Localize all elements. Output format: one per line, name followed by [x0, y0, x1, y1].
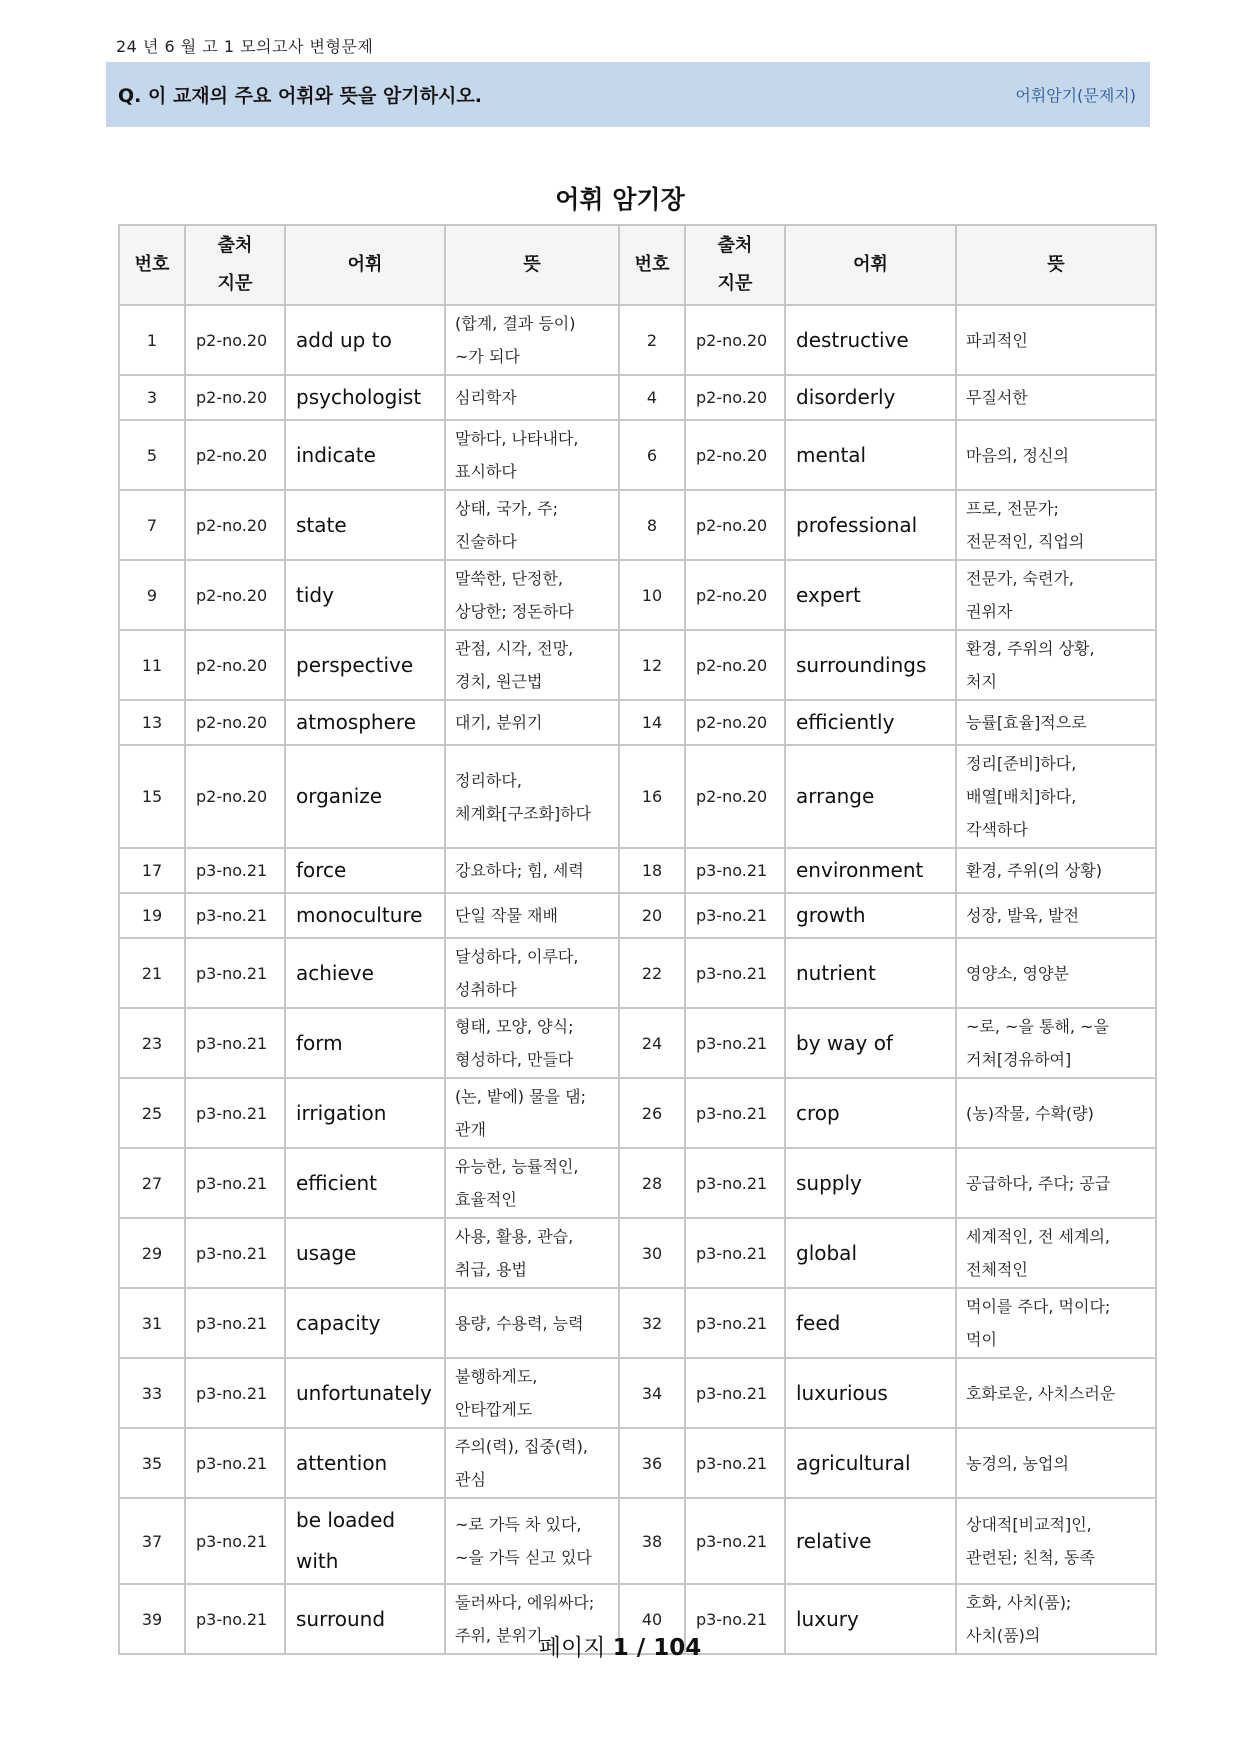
entry-word: add up to [285, 305, 445, 375]
entry-source: p3-no.21 [185, 1008, 285, 1078]
entry-word: global [785, 1218, 956, 1288]
entry-source: p3-no.21 [185, 1218, 285, 1288]
entry-meaning: 농경의, 농업의 [956, 1428, 1156, 1498]
table-row [119, 1358, 1156, 1428]
table-row [119, 1008, 1156, 1078]
question-text: Q. 이 교재의 주요 어휘와 뜻을 암기하시오. [118, 85, 482, 107]
col-meaning-right: 뜻 [956, 225, 1156, 305]
entry-meaning: 먹이를 주다, 먹이다; 먹이 [956, 1288, 1156, 1358]
entry-meaning: 사용, 활용, 관습, 취급, 용법 [445, 1218, 619, 1288]
col-meaning-left: 뜻 [445, 225, 619, 305]
entry-source: p3-no.21 [685, 1218, 785, 1288]
entry-number: 28 [619, 1148, 685, 1218]
table-row [119, 560, 1156, 630]
entry-word: growth [785, 893, 956, 938]
entry-number: 18 [619, 848, 685, 893]
entry-number: 38 [619, 1498, 685, 1584]
entry-meaning: 단일 작물 재배 [445, 893, 619, 938]
entry-meaning: 용량, 수용력, 능력 [445, 1288, 619, 1358]
entry-meaning: (논, 밭에) 물을 댐; 관개 [445, 1078, 619, 1148]
entry-source: p3-no.21 [685, 848, 785, 893]
page-separator: / [628, 1635, 654, 1661]
entry-source: p3-no.21 [185, 893, 285, 938]
entry-word: indicate [285, 420, 445, 490]
vocab-table-header [119, 225, 1156, 305]
entry-word: attention [285, 1428, 445, 1498]
entry-source: p3-no.21 [185, 1428, 285, 1498]
entry-number: 13 [119, 700, 185, 745]
entry-word: arrange [785, 745, 956, 848]
entry-source: p3-no.21 [685, 1288, 785, 1358]
entry-number: 19 [119, 893, 185, 938]
table-row [119, 630, 1156, 700]
col-source-line1: 출처 [217, 235, 253, 256]
table-row [119, 848, 1156, 893]
entry-number: 22 [619, 938, 685, 1008]
entry-number: 26 [619, 1078, 685, 1148]
entry-word: supply [785, 1148, 956, 1218]
entry-meaning: 환경, 주위(의 상황) [956, 848, 1156, 893]
entry-meaning: 형태, 모양, 양식; 형성하다, 만들다 [445, 1008, 619, 1078]
entry-meaning: 무질서한 [956, 375, 1156, 420]
col-source-line1: 출처 [717, 235, 753, 256]
entry-source: p2-no.20 [185, 490, 285, 560]
entry-meaning: 심리학자 [445, 375, 619, 420]
entry-source: p2-no.20 [685, 305, 785, 375]
table-row [119, 893, 1156, 938]
entry-source: p3-no.21 [685, 1148, 785, 1218]
entry-word: psychologist [285, 375, 445, 420]
entry-meaning: 마음의, 정신의 [956, 420, 1156, 490]
entry-source: p3-no.21 [185, 1288, 285, 1358]
entry-word: organize [285, 745, 445, 848]
table-row [119, 490, 1156, 560]
entry-source: p2-no.20 [685, 375, 785, 420]
entry-number: 2 [619, 305, 685, 375]
entry-number: 32 [619, 1288, 685, 1358]
entry-number: 21 [119, 938, 185, 1008]
entry-word: perspective [285, 630, 445, 700]
entry-meaning: 둘러싸다, 에워싸다; 주위, 분위기 [445, 1584, 619, 1654]
col-word-right: 어휘 [785, 225, 956, 305]
entry-word: force [285, 848, 445, 893]
entry-word: luxury [785, 1584, 956, 1654]
entry-source: p2-no.20 [685, 700, 785, 745]
entry-meaning: (합계, 결과 등이) ~가 되다 [445, 305, 619, 375]
entry-source: p3-no.21 [685, 1584, 785, 1654]
entry-meaning: 상태, 국가, 주; 진술하다 [445, 490, 619, 560]
col-source-right [685, 225, 785, 305]
table-row [119, 1428, 1156, 1498]
entry-word: surround [285, 1584, 445, 1654]
entry-source: p3-no.21 [685, 1428, 785, 1498]
entry-meaning: 말쑥한, 단정한, 상당한; 정돈하다 [445, 560, 619, 630]
entry-meaning: 파괴적인 [956, 305, 1156, 375]
entry-number: 16 [619, 745, 685, 848]
col-source-line2: 지문 [717, 273, 753, 294]
entry-meaning: 상대적[비교적]인, 관련된; 친척, 동족 [956, 1498, 1156, 1584]
entry-meaning: 주의(력), 집중(력), 관심 [445, 1428, 619, 1498]
table-row [119, 745, 1156, 848]
entry-word: usage [285, 1218, 445, 1288]
entry-word: capacity [285, 1288, 445, 1358]
vocab-table-body [119, 305, 1156, 1654]
entry-source: p2-no.20 [185, 375, 285, 420]
entry-number: 11 [119, 630, 185, 700]
entry-source: p3-no.21 [685, 1078, 785, 1148]
exam-title: 24 년 6 월 고 1 모의고사 변형문제 [116, 37, 374, 56]
entry-meaning: 달성하다, 이루다, 성취하다 [445, 938, 619, 1008]
entry-source: p3-no.21 [685, 1358, 785, 1428]
entry-word: tidy [285, 560, 445, 630]
entry-word: crop [785, 1078, 956, 1148]
table-row [119, 938, 1156, 1008]
entry-word: feed [785, 1288, 956, 1358]
entry-word: state [285, 490, 445, 560]
question-bar [106, 62, 1150, 127]
table-row [119, 420, 1156, 490]
page-total: 104 [653, 1635, 702, 1661]
entry-number: 12 [619, 630, 685, 700]
entry-meaning: 호화로운, 사치스러운 [956, 1358, 1156, 1428]
worksheet-tag: 어휘암기(문제지) [1015, 86, 1136, 105]
entry-word: luxurious [785, 1358, 956, 1428]
entry-word: form [285, 1008, 445, 1078]
entry-number: 9 [119, 560, 185, 630]
entry-meaning: 말하다, 나타내다, 표시하다 [445, 420, 619, 490]
entry-number: 40 [619, 1584, 685, 1654]
entry-number: 30 [619, 1218, 685, 1288]
entry-meaning: 관점, 시각, 전망, 경치, 원근법 [445, 630, 619, 700]
entry-meaning: 영양소, 영양분 [956, 938, 1156, 1008]
col-source-left [185, 225, 285, 305]
entry-source: p3-no.21 [185, 1078, 285, 1148]
entry-meaning: 대기, 분위기 [445, 700, 619, 745]
entry-meaning: 강요하다; 힘, 세력 [445, 848, 619, 893]
entry-meaning: 불행하게도, 안타깝게도 [445, 1358, 619, 1428]
entry-word: professional [785, 490, 956, 560]
entry-number: 34 [619, 1358, 685, 1428]
col-word-left: 어휘 [285, 225, 445, 305]
entry-number: 6 [619, 420, 685, 490]
entry-source: p2-no.20 [185, 420, 285, 490]
entry-word: surroundings [785, 630, 956, 700]
entry-number: 10 [619, 560, 685, 630]
page-title: 어휘 암기장 [555, 185, 685, 214]
table-row [119, 700, 1156, 745]
entry-word: efficient [285, 1148, 445, 1218]
entry-number: 17 [119, 848, 185, 893]
table-row [119, 1288, 1156, 1358]
col-num-left: 번호 [119, 225, 185, 305]
entry-word: mental [785, 420, 956, 490]
entry-source: p3-no.21 [185, 848, 285, 893]
entry-meaning: ~로 가득 차 있다, ~을 가득 싣고 있다 [445, 1498, 619, 1584]
entry-word: unfortunately [285, 1358, 445, 1428]
entry-word: disorderly [785, 375, 956, 420]
entry-meaning: 공급하다, 주다; 공급 [956, 1148, 1156, 1218]
page-current: 1 [612, 1635, 629, 1661]
entry-number: 37 [119, 1498, 185, 1584]
entry-word: environment [785, 848, 956, 893]
entry-number: 31 [119, 1288, 185, 1358]
table-row [119, 1148, 1156, 1218]
entry-source: p2-no.20 [185, 700, 285, 745]
entry-source: p2-no.20 [685, 490, 785, 560]
entry-word: irrigation [285, 1078, 445, 1148]
entry-source: p2-no.20 [685, 560, 785, 630]
entry-meaning: 유능한, 능률적인, 효율적인 [445, 1148, 619, 1218]
entry-number: 36 [619, 1428, 685, 1498]
entry-number: 15 [119, 745, 185, 848]
entry-meaning: 성장, 발육, 발전 [956, 893, 1156, 938]
entry-source: p3-no.21 [685, 1498, 785, 1584]
entry-source: p2-no.20 [685, 630, 785, 700]
entry-word: agricultural [785, 1428, 956, 1498]
entry-source: p3-no.21 [185, 1498, 285, 1584]
header-row [119, 225, 1156, 305]
entry-word: by way of [785, 1008, 956, 1078]
entry-source: p2-no.20 [185, 305, 285, 375]
entry-source: p2-no.20 [685, 420, 785, 490]
entry-source: p3-no.21 [185, 1148, 285, 1218]
entry-word: expert [785, 560, 956, 630]
entry-meaning: 능률[효율]적으로 [956, 700, 1156, 745]
entry-word: relative [785, 1498, 956, 1584]
entry-meaning: 환경, 주위의 상황, 처지 [956, 630, 1156, 700]
entry-number: 25 [119, 1078, 185, 1148]
page-footer [0, 1629, 1240, 1662]
entry-word: atmosphere [285, 700, 445, 745]
table-row [119, 305, 1156, 375]
entry-number: 7 [119, 490, 185, 560]
entry-number: 35 [119, 1428, 185, 1498]
entry-number: 29 [119, 1218, 185, 1288]
table-row [119, 1498, 1156, 1584]
entry-source: p2-no.20 [185, 745, 285, 848]
entry-number: 4 [619, 375, 685, 420]
entry-source: p2-no.20 [685, 745, 785, 848]
entry-number: 24 [619, 1008, 685, 1078]
entry-meaning: 정리하다, 체계화[구조화]하다 [445, 745, 619, 848]
entry-meaning: 세계적인, 전 세계의, 전체적인 [956, 1218, 1156, 1288]
entry-number: 3 [119, 375, 185, 420]
entry-word: nutrient [785, 938, 956, 1008]
entry-number: 5 [119, 420, 185, 490]
entry-number: 1 [119, 305, 185, 375]
entry-number: 33 [119, 1358, 185, 1428]
entry-word: efficiently [785, 700, 956, 745]
entry-number: 14 [619, 700, 685, 745]
entry-source: p3-no.21 [185, 1358, 285, 1428]
entry-source: p2-no.20 [185, 630, 285, 700]
entry-word: achieve [285, 938, 445, 1008]
entry-number: 27 [119, 1148, 185, 1218]
entry-meaning: ~로, ~을 통해, ~을 거쳐[경유하여] [956, 1008, 1156, 1078]
entry-meaning: 프로, 전문가; 전문적인, 직업의 [956, 490, 1156, 560]
entry-source: p3-no.21 [685, 1008, 785, 1078]
table-row [119, 1078, 1156, 1148]
col-num-right: 번호 [619, 225, 685, 305]
table-row [119, 1218, 1156, 1288]
entry-number: 20 [619, 893, 685, 938]
entry-source: p3-no.21 [185, 1584, 285, 1654]
entry-number: 23 [119, 1008, 185, 1078]
table-row [119, 375, 1156, 420]
entry-word: be loaded with [285, 1498, 445, 1584]
entry-number: 39 [119, 1584, 185, 1654]
entry-meaning: 호화, 사치(품); 사치(품)의 [956, 1584, 1156, 1654]
entry-source: p3-no.21 [685, 893, 785, 938]
entry-word: destructive [785, 305, 956, 375]
entry-meaning: 정리[준비]하다, 배열[배치]하다, 각색하다 [956, 745, 1156, 848]
entry-meaning: 전문가, 숙련가, 권위자 [956, 560, 1156, 630]
vocab-table [118, 224, 1157, 1655]
page-label: 페이지 [538, 1635, 613, 1661]
entry-source: p2-no.20 [185, 560, 285, 630]
col-source-line2: 지문 [217, 273, 253, 294]
entry-source: p3-no.21 [685, 938, 785, 1008]
entry-number: 8 [619, 490, 685, 560]
entry-source: p3-no.21 [185, 938, 285, 1008]
entry-meaning: (농)작물, 수확(량) [956, 1078, 1156, 1148]
entry-word: monoculture [285, 893, 445, 938]
